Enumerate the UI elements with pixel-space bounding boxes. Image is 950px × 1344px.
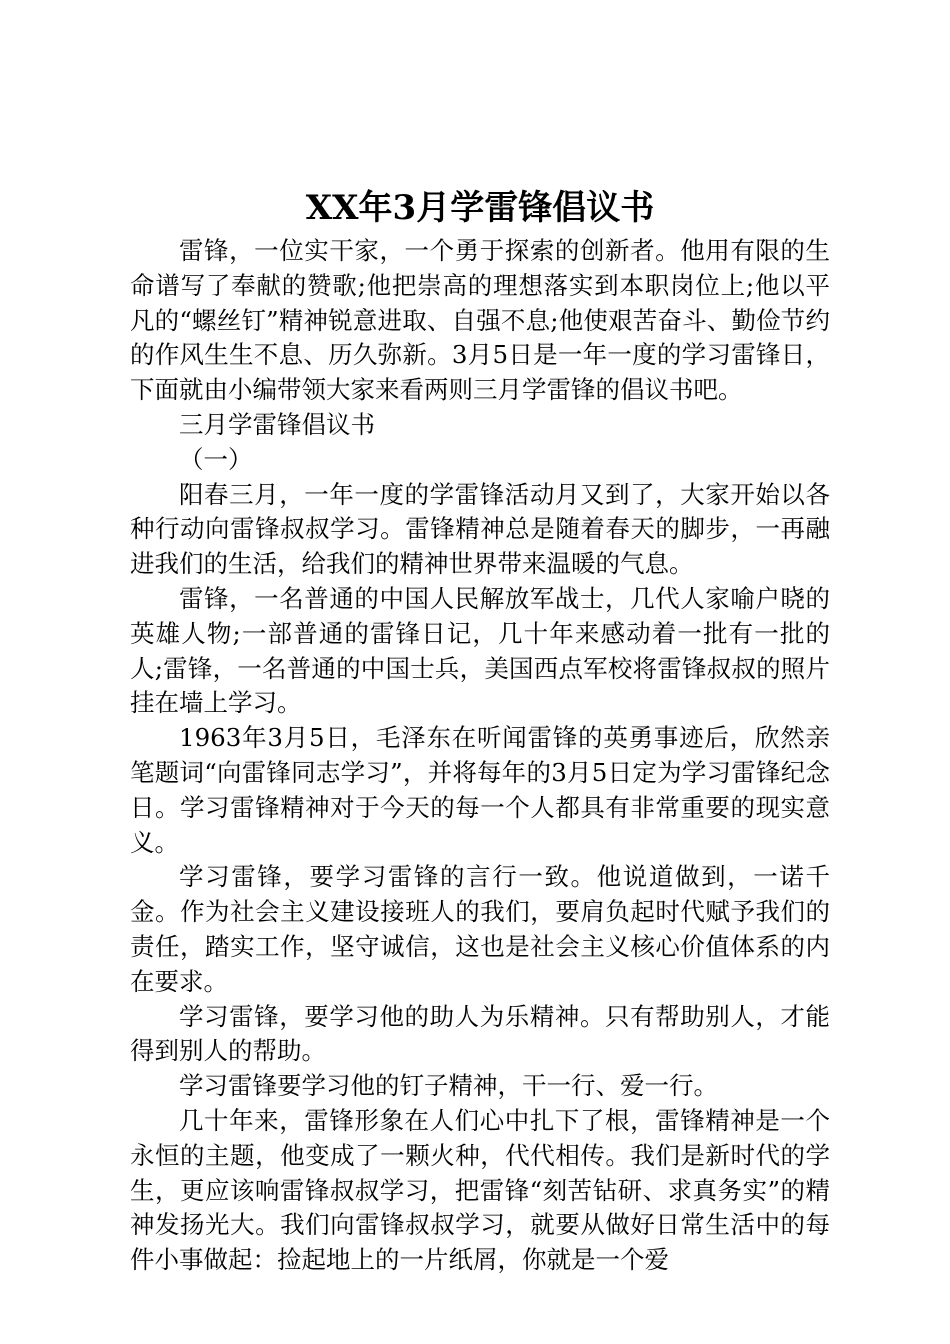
paragraph: 1963年3月5日，毛泽东在听闻雷锋的英勇事迹后，欣然亲笔题词“向雷锋同志学习”，并将每年的3月5日定为学习雷锋纪念日。学习雷锋精神对于今天的每一个人都具有非常重要的现实意义。 bbox=[130, 723, 830, 857]
paragraph-intro: 雷锋，一位实干家，一个勇于探索的创新者。他用有限的生命谱写了奉献的赞歌;他把崇高的理想落实到本职岗位上;他以平凡的“螺丝钉”精神锐意进取、自强不息;他使艰苦奋斗、勤俭节约的作风生生不息、历久弥新。3月5日是一年一度的学习雷锋日，下面就由小编带领大家来看两则三月学雷锋的倡议书吧。 bbox=[130, 236, 830, 405]
paragraph: 雷锋，一名普通的中国人民解放军战士，几代人家喻户晓的英雄人物;一部普通的雷锋日记，几十年来感动着一批有一批的人;雷锋，一名普通的中国士兵，美国西点军校将雷锋叔叔的照片挂在墙上学习。 bbox=[130, 583, 830, 718]
section-heading: 三月学雷锋倡议书 bbox=[179, 409, 375, 439]
paragraph: 学习雷锋，要学习雷锋的言行一致。他说道做到，一诺千金。作为社会主义建设接班人的我们，要肩负起时代赋予我们的责任，踏实工作，坚守诚信，这也是社会主义核心价值体系的内在要求。 bbox=[130, 862, 830, 996]
document-page bbox=[130, 0, 830, 1344]
document-title: XX年3月学雷锋倡议书 bbox=[305, 188, 655, 228]
paragraph: 阳春三月，一年一度的学雷锋活动月又到了，大家开始以各种行动向雷锋叔叔学习。雷锋精神总是随着春天的脚步，一再融进我们的生活，给我们的精神世界带来温暖的气息。 bbox=[130, 479, 830, 579]
paragraph: 学习雷锋，要学习他的助人为乐精神。只有帮助别人，才能得到别人的帮助。 bbox=[130, 1001, 830, 1066]
section-number: （一） bbox=[179, 444, 253, 474]
paragraph: 几十年来，雷锋形象在人们心中扎下了根，雷锋精神是一个永恒的主题，他变成了一颗火种，代代相传。我们是新时代的学生，更应该响雷锋叔叔学习，把雷锋“刻苦钻研、求真务实”的精神发扬光大。我们向雷锋叔叔学习，就要从做好日常生活中的每件小事做起：捡起地上的一片纸屑，你就是一个爱 bbox=[130, 1105, 830, 1275]
document-body bbox=[130, 234, 830, 1278]
paragraph: 学习雷锋要学习他的钉子精神，干一行、爱一行。 bbox=[179, 1071, 718, 1101]
